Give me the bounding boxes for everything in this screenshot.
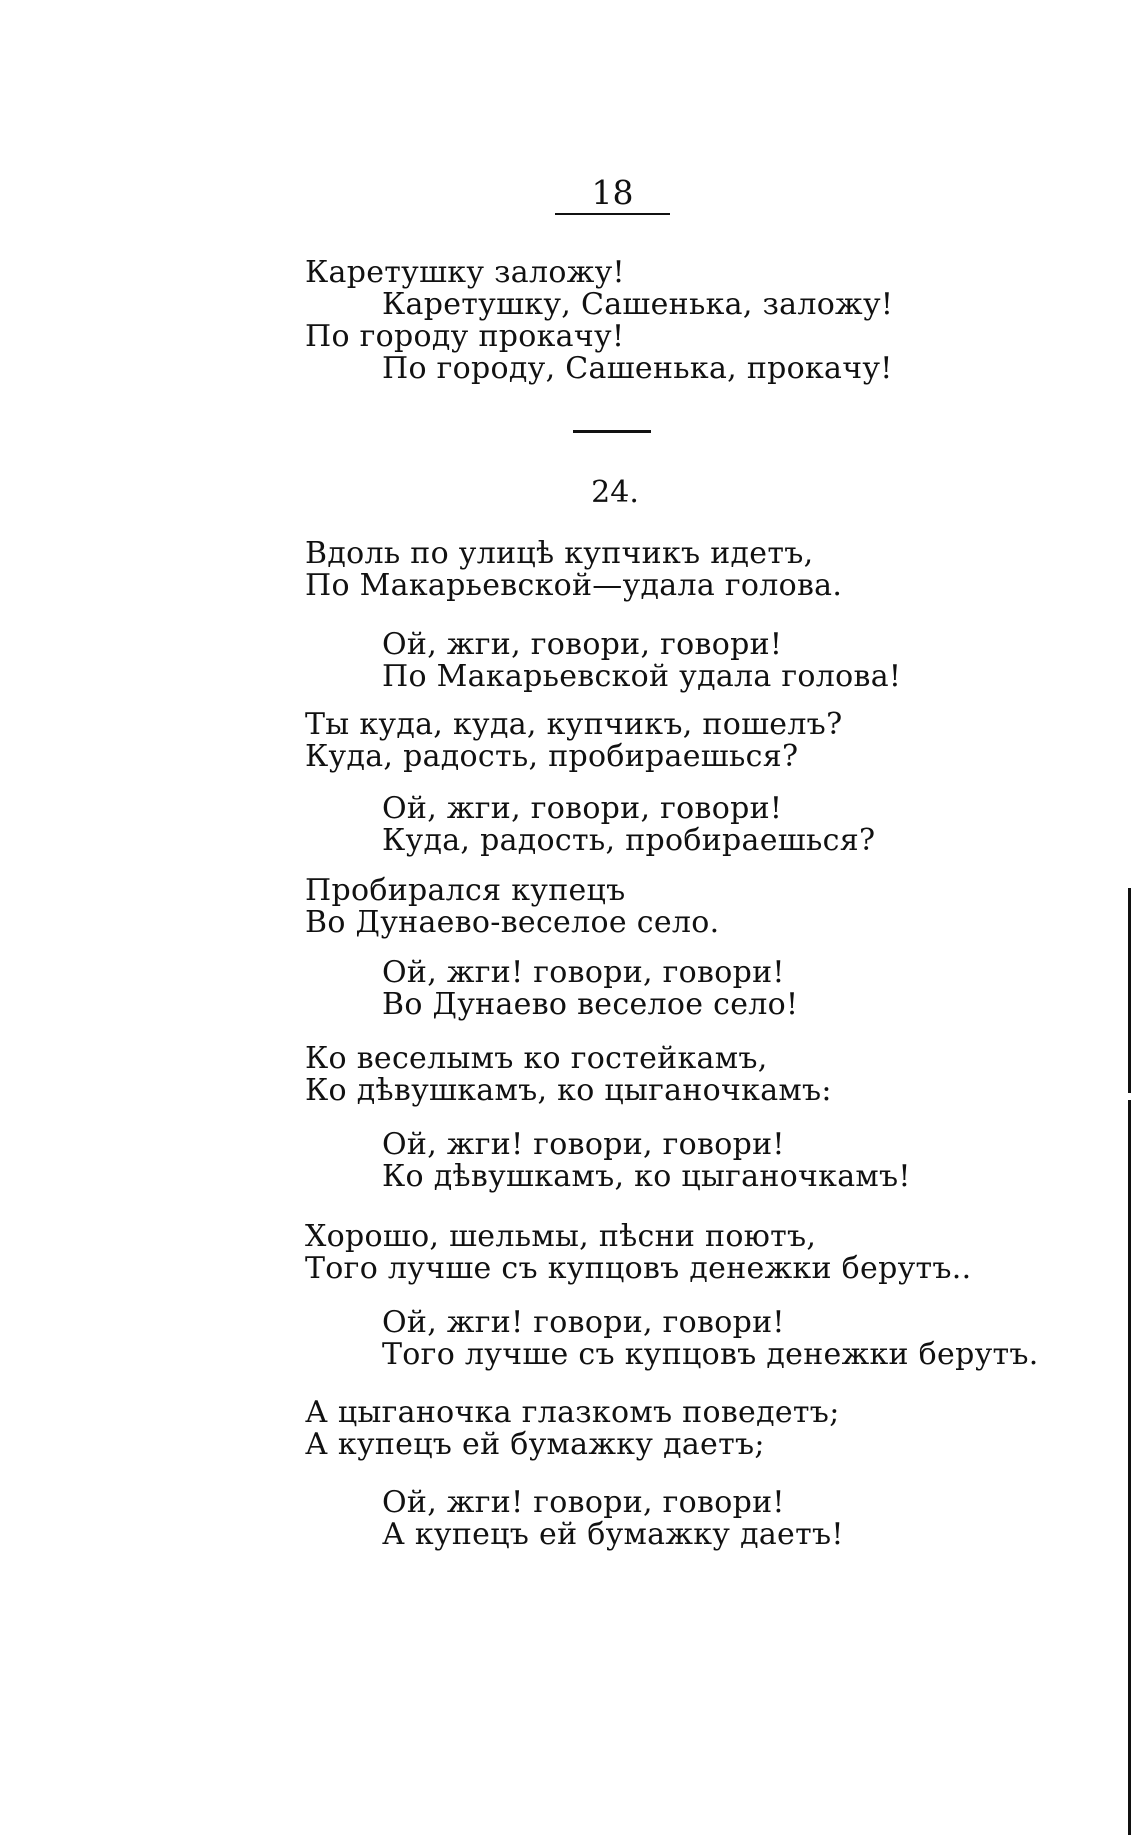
refrain-line: Ой, жги, говори, говори! (382, 627, 783, 662)
refrain-line: Ко дѣвушкамъ, ко цыганочкамъ! (382, 1159, 911, 1194)
verse-line: А цыганочка глазкомъ поведетъ; (305, 1395, 840, 1430)
verse-line: Во Дунаево-веселое село. (305, 905, 720, 940)
verse-line: По городу, Сашенька, прокачу! (382, 351, 893, 386)
refrain-line: Ой, жги! говори, говори! (382, 955, 785, 990)
verse-line: Ты куда, куда, купчикъ, пошелъ? (305, 707, 843, 742)
refrain-line: По Макарьевской удала голова! (382, 659, 902, 694)
verse-line: Вдоль по улицѣ купчикъ идетъ, (305, 536, 814, 571)
refrain-line: Ой, жги! говори, говори! (382, 1305, 785, 1340)
refrain-line: Того лучше съ купцовъ денежки берутъ. (382, 1337, 1039, 1372)
refrain-line: А купецъ ей бумажку даетъ! (382, 1517, 844, 1552)
verse-line: Куда, радость, пробираешься? (305, 739, 799, 774)
verse-line: Хорошо, шельмы, пѣсни поютъ, (305, 1219, 817, 1254)
refrain-line: Ой, жги, говори, говори! (382, 791, 783, 826)
verse-line: Каретушку, Сашенька, заложу! (382, 287, 894, 322)
verse-line: А купецъ ей бумажку даетъ; (305, 1427, 765, 1462)
verse-line: Того лучше съ купцовъ денежки берутъ.. (305, 1251, 972, 1286)
refrain-line: Ой, жги! говори, говори! (382, 1127, 785, 1162)
refrain-line: Во Дунаево веселое село! (382, 987, 799, 1022)
refrain-line: Ой, жги! говори, говори! (382, 1485, 785, 1520)
verse-line: По городу прокачу! (305, 319, 625, 354)
verse-line: Ко веселымъ ко гостейкамъ, (305, 1041, 768, 1076)
verse-line: Каретушку заложу! (305, 255, 625, 290)
verse-line: Ко дѣвушкамъ, ко цыганочкамъ: (305, 1073, 832, 1108)
page-edge-line (1128, 1100, 1131, 1835)
section-divider (573, 430, 651, 433)
song-number: 24. (591, 475, 639, 510)
verse-line: Пробирался купецъ (305, 873, 626, 908)
refrain-line: Куда, радость, пробираешься? (382, 823, 876, 858)
page-number: 18 (591, 173, 634, 212)
verse-line: По Макарьевской—удала голова. (305, 568, 843, 603)
page-number-underline (555, 213, 670, 215)
page-edge-line (1128, 888, 1131, 1093)
